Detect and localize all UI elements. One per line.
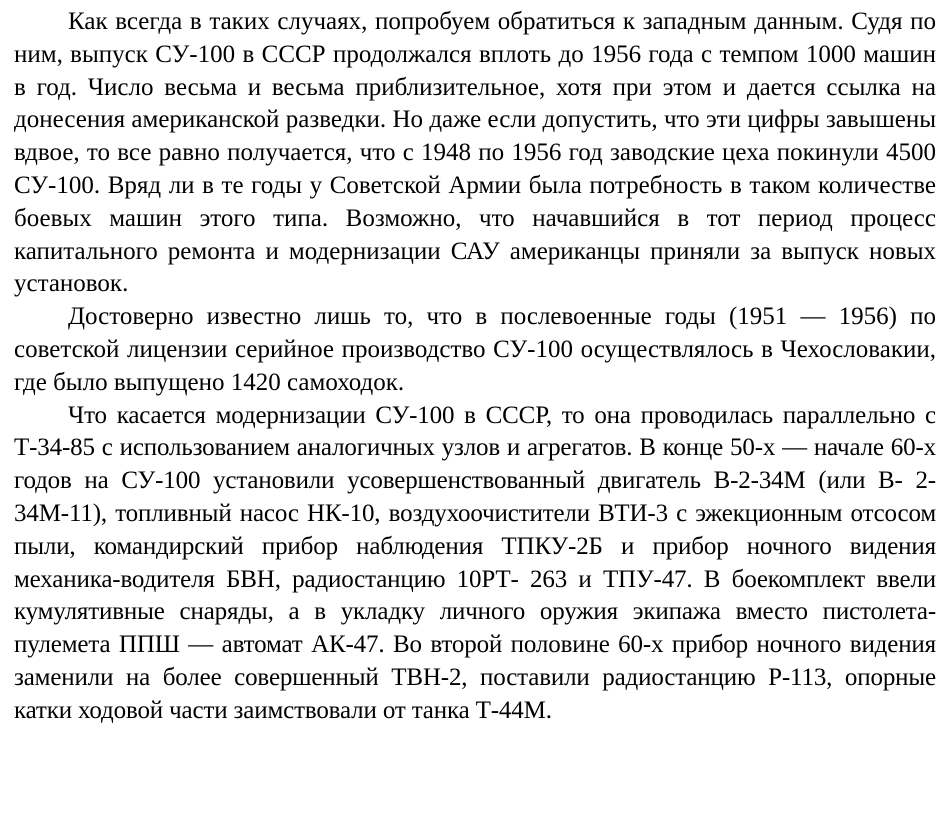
document-page (14, 6, 936, 728)
paragraph-modernization: Что касается модернизации СУ-100 в СССР, то она проводилась параллельно с Т-34-85 с использованием аналогичных узлов и агрегатов. В конце 50-х — начале 60-х годов на СУ-100 установили усовершенствованный двигатель В-2-34М (или В- 2-34М-11), топливный насос НК-10, воздухоочистители ВТИ-3 с эжекционным отсосом пыли, командирский прибор наблюдения ТПКУ-2Б и прибор ночного видения механика-водителя БВН, радиостанцию 10РТ- 263 и ТПУ-47. В боекомплект ввели кумулятивные снаряды, а в укладку личного оружия экипажа вместо пистолета-пулемета ППШ — автомат АК-47. Во второй половине 60-х прибор ночного видения заменили на более совершенный ТВН-2, поставили радиостанцию Р-113, опорные катки ходовой части заимствовали от танка Т-44М. (14, 401, 936, 724)
paragraph-czechoslovakia-production: Достоверно известно лишь то, что в послевоенные годы (1951 — 1956) по советской лицензии серийное производство СУ-100 осуществлялось в Чехословакии, где было выпущено 1420 самоходок. (14, 303, 936, 396)
paragraph-western-data: Как всегда в таких случаях, попробуем обратиться к западным данным. Судя по ним, выпуск СУ-100 в СССР продолжался вплоть до 1956 года с темпом 1000 машин в год. Число весьма и весьма приблизительное, хотя при этом и дается ссылка на донесения американской разведки. Но даже если допустить, что эти цифры завышены вдвое, то все равно получается, что с 1948 по 1956 год заводские цеха покинули 4500 СУ-100. Вряд ли в те годы у Советской Армии была потребность в таком количестве боевых машин этого типа. Возможно, что начавшийся в тот период процесс капитального ремонта и модернизации САУ американцы приняли за выпуск новых установок. (14, 8, 936, 298)
